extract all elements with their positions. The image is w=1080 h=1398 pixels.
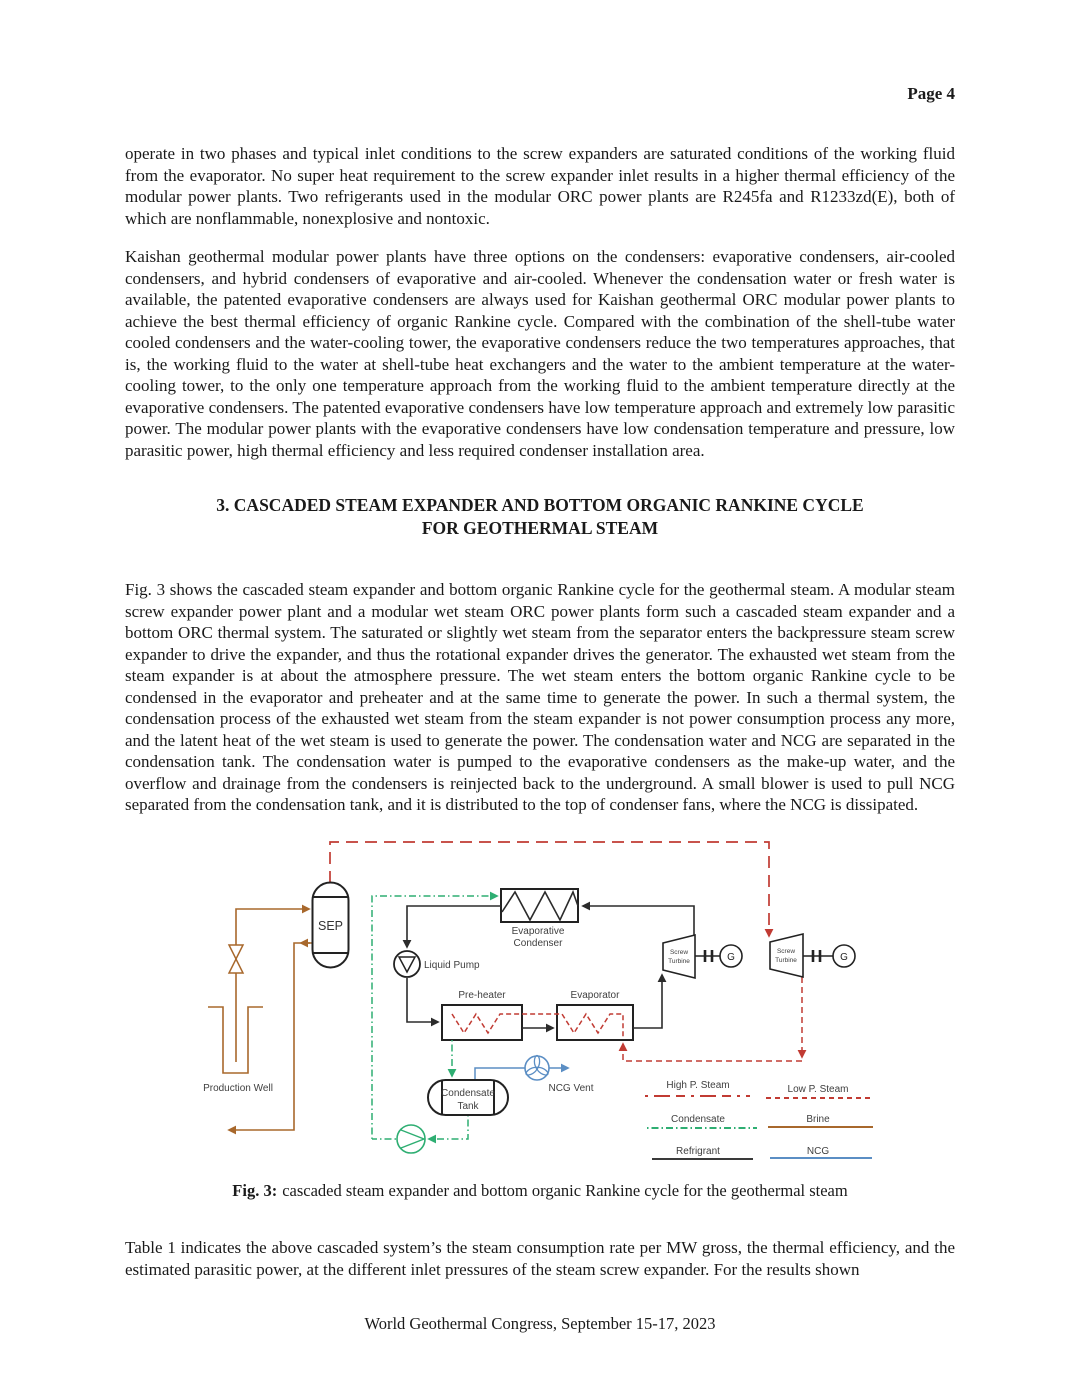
- figure-caption-label: Fig. 3:: [232, 1181, 278, 1200]
- section-heading: [125, 494, 955, 540]
- figure-3-diagram: [190, 830, 890, 1180]
- ncg-line: [475, 1068, 568, 1080]
- page-footer: World Geothermal Congress, September 15-17, 2023: [364, 1314, 716, 1333]
- generator-2: [803, 945, 855, 967]
- production-well-label: Production Well: [203, 1083, 273, 1094]
- pump-to-preheater-line: [407, 978, 438, 1022]
- paragraph-2: Kaishan geothermal modular power plants have three options on the condensers: evaporative condensers, air-cooled condensers, and hybrid condensers of evaporative and air-cooled. Whenever the condensation water or fresh water is available, the patented evaporative condensers are always used for Kaishan geothermal ORC modular power plants to achieve the best thermal efficiency of organic Rankine cycle. Compared with the combination of the shell-tube water cooled condensers and the water-cooling tower, the evaporative condensers reduce the two temperatures approaches, that is, the working fluid to the water at shell-tube heat exchangers and the water to the ambient temperature at the water-cooling tower, to the only one temperature approach from the working fluid to the ambient temperature directly at the evaporative condensers. The patented evaporative condensers have low temperature approach and extremely low parasitic power. The modular power plants with the evaporative condensers have low condensation temperature and pressure, low parasitic power, high thermal efficiency and less required condenser installation area.: [125, 247, 955, 460]
- pre-heater-label: Pre-heater: [458, 990, 506, 1001]
- section-heading-line2: FOR GEOTHERMAL STEAM: [421, 518, 659, 538]
- legend-refrigrant-label: Refrigrant: [676, 1146, 720, 1157]
- legend-ncg-label: NCG: [806, 1146, 830, 1157]
- ncg-vent-label: NCG Vent: [548, 1083, 594, 1094]
- svg-text:Turbine: Turbine: [668, 958, 690, 965]
- condensate-pump-icon: [397, 1125, 425, 1153]
- svg-text:Turbine: Turbine: [775, 957, 797, 964]
- liquid-pump-icon: [394, 951, 420, 977]
- paragraph-3: Fig. 3 shows the cascaded steam expander and bottom organic Rankine cycle for the geothermal steam. A modular steam screw expander power plant and a modular wet steam ORC power plants form such a cascaded steam expander and a bottom ORC thermal system. The saturated or slightly wet steam from the separator enters the backpressure steam screw expander to drive the expander, and thus the rotational expander drives the generator. The exhausted wet steam from the steam expander is at about the atmosphere pressure. The wet steam enters the bottom organic Rankine cycle to be condensed in the evaporator and preheater and at the same time to generate the power. In such a thermal system, the condensation process of the exhausted wet steam from the steam expander is not power consumption process any more, and the latent heat of the wet steam is used to generate the power. The condensation water and NCG are separated in the condensation tank. The condensation water is pumped to the evaporative condensers as the make-up water, and the overflow and drainage from the condensers is reinjected back to the underground. A small blower is used to pull NCG separated from the condensation tank, and it is distributed to the top of condenser fans, where the NCG is dissipated.: [125, 580, 955, 814]
- generator-1: [695, 945, 742, 967]
- legend-low-p-steam-label: Low P. Steam: [787, 1084, 849, 1095]
- figure-caption: [125, 1181, 955, 1201]
- evaporator-to-turbine-line: [633, 975, 662, 1028]
- evaporator-box: [557, 1005, 633, 1040]
- legend-condensate-label: Condensate: [671, 1114, 725, 1125]
- section-heading-line1: 3. CASCADED STEAM EXPANDER AND BOTTOM ORGANIC RANKINE CYCLE: [216, 495, 864, 515]
- svg-text:Screw: Screw: [776, 948, 796, 955]
- paragraph-1: operate in two phases and typical inlet conditions to the screw expanders are saturated conditions of the working fluid from the evaporator. No super heat requirement to the screw expander inlet results in a higher thermal efficiency of the modular power plants. Two refrigerants used in the modular ORC power plants are R245fa and R1233zd(E), both of which are nonflammable, nonexplosive and nontoxic.: [125, 144, 955, 228]
- low-pressure-steam-return: [623, 1044, 802, 1061]
- condensate-tank-label-2: Tank: [457, 1101, 479, 1112]
- screw-turbine-1: [663, 935, 695, 978]
- tank-to-pump-line: [429, 1115, 468, 1139]
- condensate-tank-label-1: Condensate: [441, 1088, 495, 1099]
- process-flow-diagram: [190, 830, 890, 1180]
- evaporator-label: Evaporator: [570, 990, 620, 1001]
- screw-turbine-2: [770, 934, 803, 977]
- page-number: Page 4: [907, 84, 955, 103]
- ncg-vent-fan-icon: [525, 1056, 549, 1081]
- svg-text:Screw: Screw: [669, 949, 689, 956]
- evaporative-condenser-label-1: Evaporative: [511, 926, 565, 937]
- legend-high-p-steam-label: High P. Steam: [666, 1080, 730, 1091]
- valve-icon: [229, 945, 243, 973]
- svg-text:G: G: [727, 952, 735, 963]
- diagram-legend: [645, 1080, 873, 1159]
- turbine-to-condenser-line: [583, 906, 694, 935]
- svg-text:G: G: [840, 952, 848, 963]
- legend-brine-label: Brine: [806, 1114, 830, 1125]
- condenser-to-pump-line: [407, 906, 501, 947]
- figure-caption-text: cascaded steam expander and bottom organic Rankine cycle for the geothermal steam: [282, 1181, 848, 1200]
- evaporative-condenser-label-2: Condenser: [513, 938, 563, 949]
- paragraph-4: Table 1 indicates the above cascaded system’s the steam consumption rate per MW gross, the thermal efficiency, and the estimated parasitic power, at the different inlet pressures of the steam screw expander. For the results shown: [125, 1238, 955, 1279]
- sep-label: SEP: [317, 919, 344, 933]
- well-to-separator-pipe: [236, 909, 309, 1062]
- liquid-pump-label: Liquid Pump: [424, 960, 480, 971]
- pre-heater-box: [442, 1005, 522, 1040]
